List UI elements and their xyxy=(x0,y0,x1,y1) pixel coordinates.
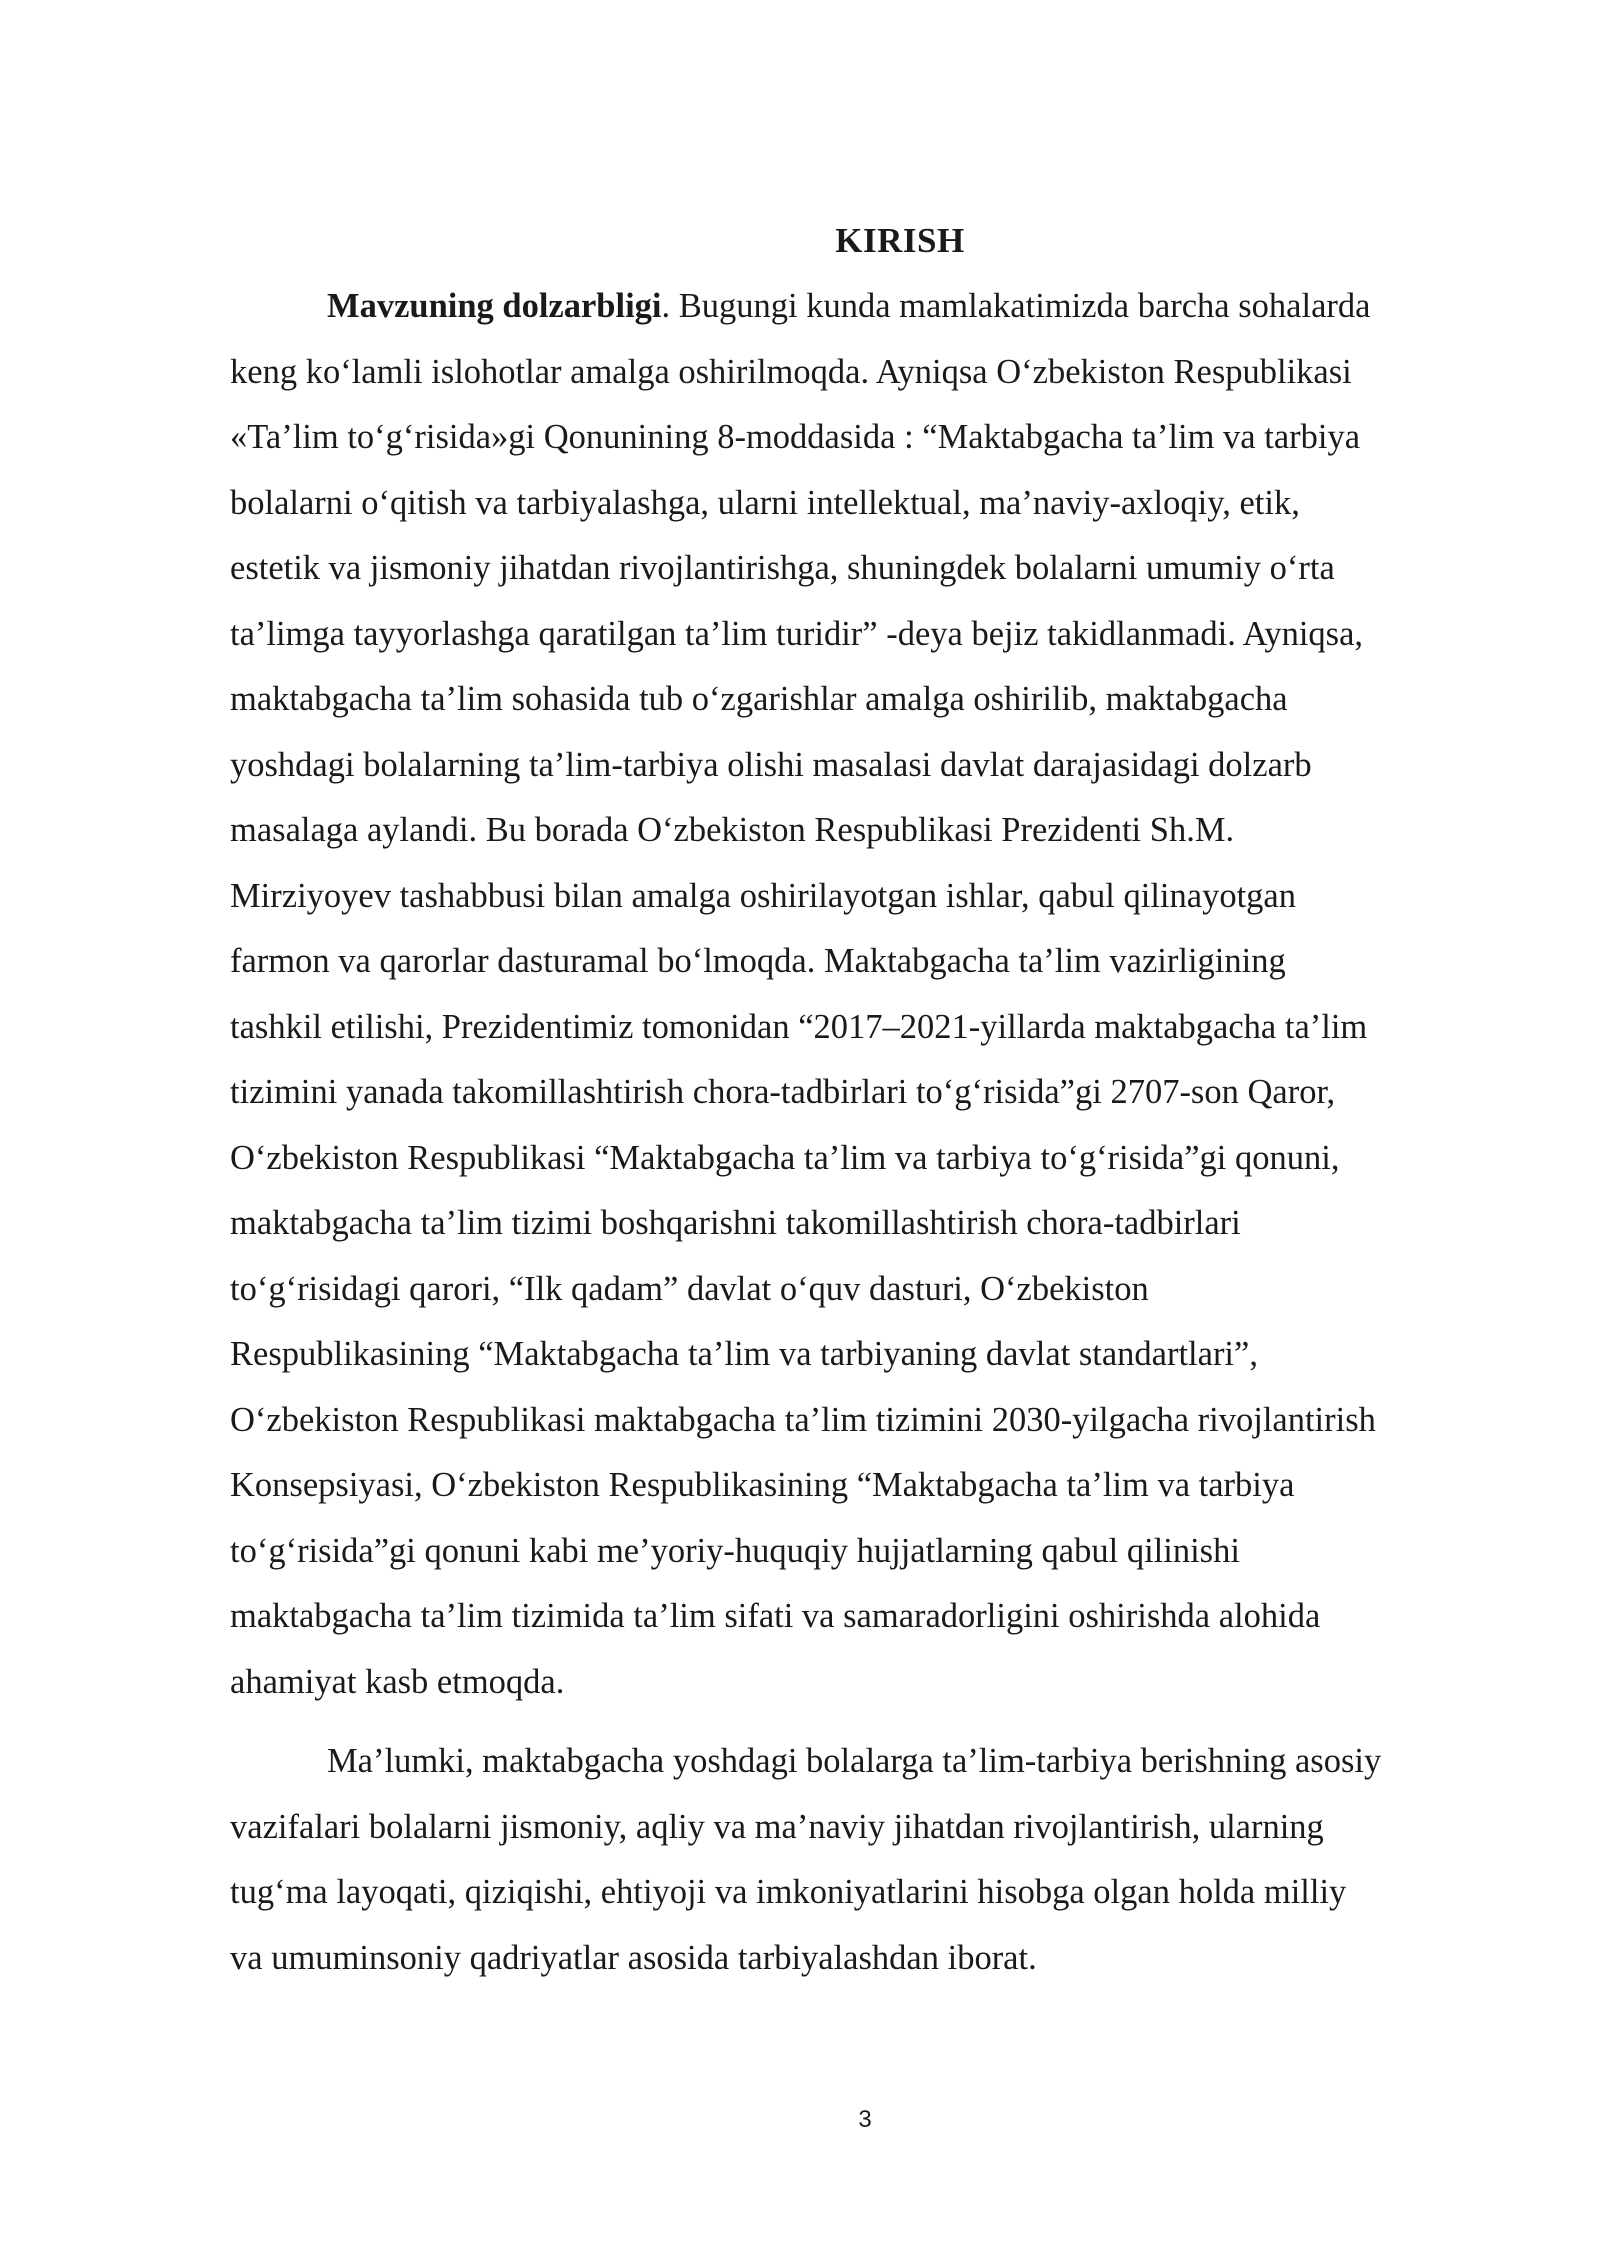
text-line: to‘g‘risida”gi qonuni kabi me’yoriy-huquqiy hujjatlarning qabul qilinishi xyxy=(230,1531,1240,1570)
section-title: KIRISH xyxy=(835,221,965,260)
text-line: bolalarni o‘qitish va tarbiyalashga, ularni intellektual, ma’naviy-axloqiy, etik, xyxy=(230,483,1300,522)
paragraph-relevance xyxy=(230,274,1488,1715)
text-line: O‘zbekiston Respublikasi “Maktabgacha ta’lim va tarbiya to‘g‘risida”gi qonuni, xyxy=(230,1138,1340,1177)
text-line: maktabgacha ta’lim tizimi boshqarishni takomillashtirish chora-tadbirlari xyxy=(230,1204,1241,1242)
text-line: maktabgacha ta’lim tizimida ta’lim sifati va samaradorligini oshirishda alohida xyxy=(230,1597,1321,1635)
paragraph-lead: Mavzuning dolzarbligi xyxy=(327,287,662,325)
text-line: yoshdagi bolalarning ta’lim-tarbiya olishi masalasi davlat darajasidagi dolzarb xyxy=(230,745,1312,784)
text-line: to‘g‘risidagi qarori, “Ilk qadam” davlat o‘quv dasturi, O‘zbekiston xyxy=(230,1269,1149,1308)
paragraph-tasks xyxy=(230,1729,1488,1991)
text-line: «Ta’lim to‘g‘risida»gi Qonunining 8-moddasida : “Maktabgacha ta’lim va tarbiya xyxy=(230,418,1361,456)
paragraph-first-line xyxy=(230,274,1488,340)
text-line: farmon va qarorlar dasturamal bo‘lmoqda. Maktabgacha ta’lim vazirligining xyxy=(230,942,1286,980)
text-line: Konsepsiyasi, O‘zbekiston Respublikasining “Maktabgacha ta’lim va tarbiya xyxy=(230,1466,1295,1504)
text-line: maktabgacha ta’lim sohasida tub o‘zgarishlar amalga oshirilib, maktabgacha xyxy=(230,680,1288,718)
text-line: masalaga aylandi. Bu borada O‘zbekiston Respublikasi Prezidenti Sh.M. xyxy=(230,811,1235,849)
text-line: ahamiyat kasb etmoqda. xyxy=(230,1662,565,1701)
text-line: O‘zbekiston Respublikasi maktabgacha ta’lim tizimini 2030-yilgacha rivojlantirish xyxy=(230,1400,1376,1439)
text-line: estetik va jismoniy jihatdan rivojlantirishga, shuningdek bolalarni umumiy o‘rta xyxy=(230,549,1335,587)
page-number: 3 xyxy=(858,2106,872,2133)
text-line: tizimini yanada takomillashtirish chora-tadbirlari to‘g‘risida”gi 2707-son Qaror, xyxy=(230,1073,1336,1111)
text-line: tug‘ma layoqati, qiziqishi, ehtiyoji va imkoniyatlarini hisobga olgan holda milliy xyxy=(230,1873,1347,1911)
text-line: tashkil etilishi, Prezidentimiz tomonidan “2017–2021-yillarda maktabgacha ta’lim xyxy=(230,1007,1368,1046)
text-line: va umuminsoniy qadriyatlar asosida tarbiyalashdan iborat. xyxy=(230,1938,1037,1977)
text-line: ta’limga tayyorlashga qaratilgan ta’lim turidir” -deya bejiz takidlanmadi. Ayniqsa, xyxy=(230,614,1364,653)
paragraph-first-line-text: . Bugungi kunda mamlakatimizda barcha sohalarda xyxy=(661,287,1371,325)
text-line: Ma’lumki, maktabgacha yoshdagi bolalarga ta’lim-tarbiya berishning asosiy xyxy=(327,1742,1382,1780)
text-line: keng ko‘lamli islohotlar amalga oshirilmoqda. Ayniqsa O‘zbekiston Respublikasi xyxy=(230,352,1352,391)
text-line: vazifalari bolalarni jismoniy, aqliy va ma’naviy jihatdan rivojlantirish, ularning xyxy=(230,1807,1324,1846)
text-line: Respublikasining “Maktabgacha ta’lim va tarbiyaning davlat standartlari”, xyxy=(230,1335,1258,1373)
text-line: Mirziyoyev tashabbusi bilan amalga oshirilayotgan ishlar, qabul qilinayotgan xyxy=(230,876,1296,915)
